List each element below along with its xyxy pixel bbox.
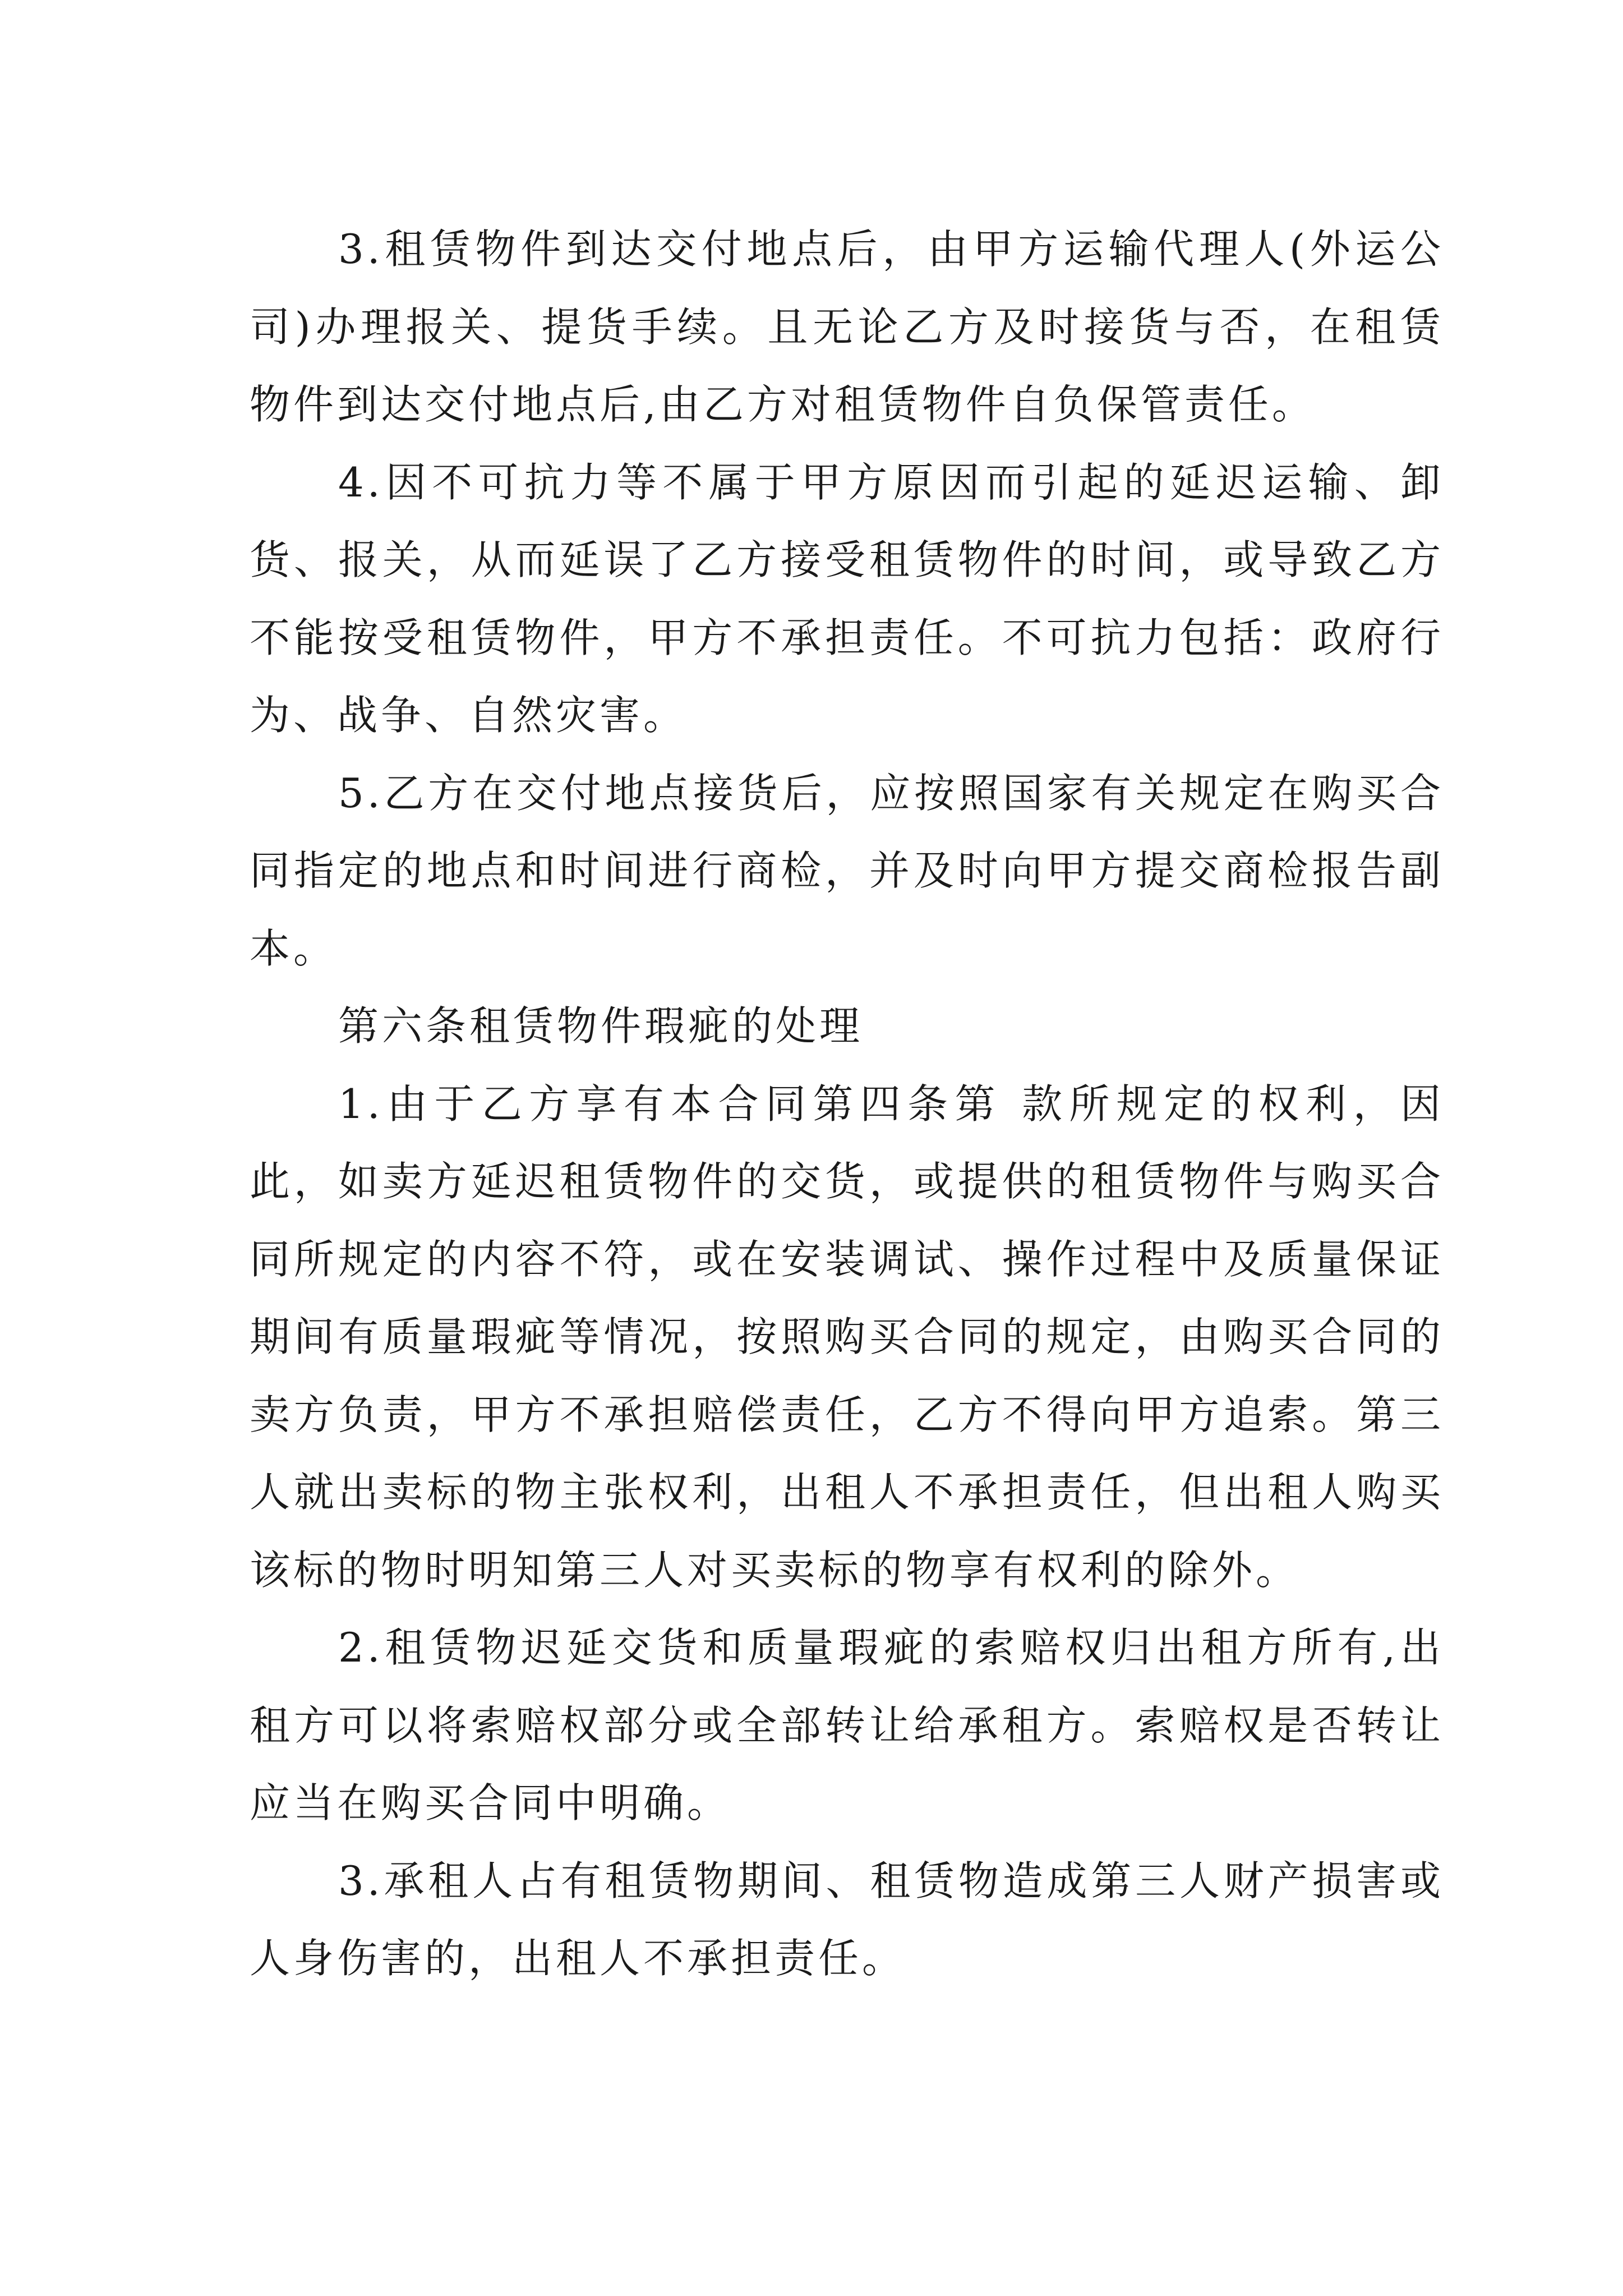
document-body xyxy=(250,210,1444,1998)
paragraph-clause-5-5: 5.乙方在交付地点接货后，应按照国家有关规定在购买合同指定的地点和时间进行商检，并及时向甲方提交商检报告副本。 xyxy=(250,769,1444,972)
section-heading-article-6: 第六条租赁物件瑕疵的处理 xyxy=(338,1002,864,1050)
paragraph-clause-6-1: 1.由于乙方享有本合同第四条第 款所规定的权利，因此，如卖方延迟租赁物件的交货，或提供的租赁物件与购买合同所规定的内容不符，或在安装调试、操作过程中及质量保证期间有质量瑕疵等情况，按照购买合同的规定，由购买合同的卖方负责，甲方不承担赔偿责任，乙方不得向甲方追索。第三人就出卖标的物主张权利，出租人不承担责任，但出租人购买该标的物时明知第三人对买卖标的物享有权利的除外。 xyxy=(250,1080,1444,1594)
paragraph-clause-5-3: 3.租赁物件到达交付地点后，由甲方运输代理人(外运公司)办理报关、提货手续。且无论乙方及时接货与否，在租赁物件到达交付地点后,由乙方对租赁物件自负保管责任。 xyxy=(250,226,1444,428)
paragraph-clause-6-2: 2.租赁物迟延交货和质量瑕疵的索赔权归出租方所有,出租方可以将索赔权部分或全部转让给承租方。索赔权是否转让应当在购买合同中明确。 xyxy=(250,1624,1444,1826)
paragraph-clause-6-3: 3.承租人占有租赁物期间、租赁物造成第三人财产损害或人身伤害的，出租人不承担责任。 xyxy=(250,1857,1444,1982)
paragraph-clause-5-4: 4.因不可抗力等不属于甲方原因而引起的延迟运输、卸货、报关，从而延误了乙方接受租赁物件的时间，或导致乙方不能按受租赁物件，甲方不承担责任。不可抗力包括：政府行为、战争、自然灾害。 xyxy=(250,458,1444,739)
